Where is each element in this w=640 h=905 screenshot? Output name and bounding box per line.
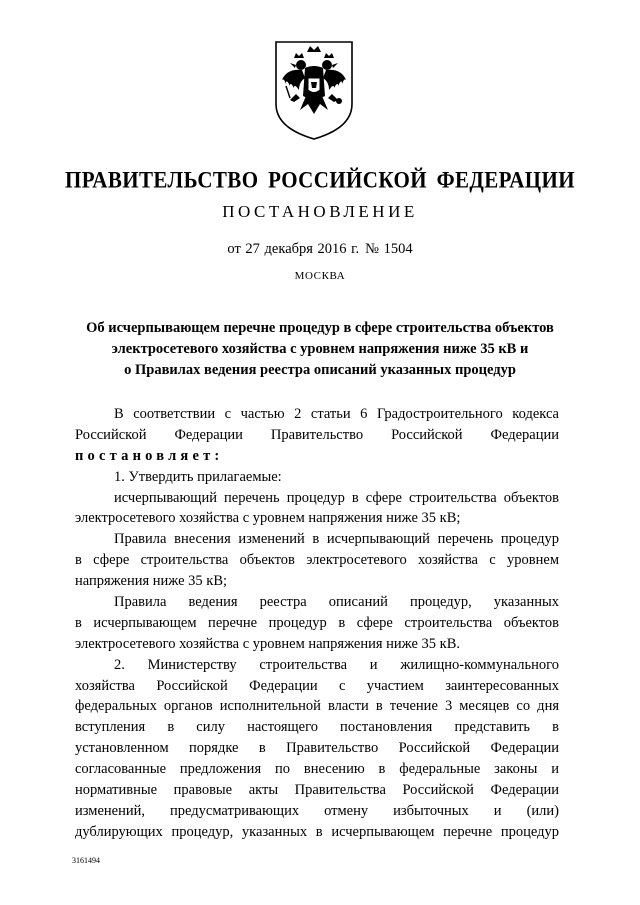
body-line: дублирующих процедур, указанных в исчерпывающем перечне процедур	[75, 823, 559, 840]
body-line-resolves: постановляет:	[75, 447, 224, 464]
date-number-line	[0, 241, 640, 258]
body-line: изменений, предусматривающих отмену избыточных и (или)	[75, 802, 559, 819]
body-line: электросетевого хозяйства с уровнем напряжения ниже 35 кВ.	[75, 635, 461, 652]
body-line: напряжения ниже 35 кВ;	[75, 573, 228, 590]
heading-line: Об исчерпывающем перечне процедур в сфере строительства объектов	[86, 320, 554, 336]
document-date: от 27 декабря 2016 г.	[227, 241, 360, 257]
body-line: хозяйства Российской Федерации с участием заинтересованных	[75, 677, 559, 694]
document-type: ПОСТАНОВЛЕНИЕ	[222, 202, 418, 221]
body-line: в исчерпывающем перечне процедур в сфере строительства объектов	[75, 614, 559, 631]
body-line: федеральных органов исполнительной власти в течение 3 месяцев со дня	[75, 698, 559, 715]
body-line: 2. Министерству строительства и жилищно-коммунального	[114, 656, 559, 673]
body-line: установленном порядке в Правительство Российской Федерации	[75, 740, 559, 757]
body-line: 1. Утвердить прилагаемые:	[114, 468, 282, 485]
heading-line: о Правилах ведения реестра описаний указанных процедур	[124, 362, 516, 378]
body-line: Правила ведения реестра описаний процедур, указанных	[114, 594, 559, 611]
body-line: нормативные правовые акты Правительства Российской Федерации	[75, 782, 559, 799]
document-heading	[60, 318, 580, 381]
issue-city: МОСКВА	[294, 270, 346, 282]
document-code: 3161494	[72, 856, 100, 865]
body-line: Российской Федерации Правительство Российской Федерации	[75, 426, 559, 443]
body-line: Правила внесения изменений в исчерпывающий перечень процедур	[114, 531, 559, 548]
government-title: ПРАВИТЕЛЬСТВО РОССИЙСКОЙ ФЕДЕРАЦИИ	[65, 167, 575, 193]
document-number: № 1504	[365, 241, 413, 257]
body-line: вступления в силу настоящего постановления представить в	[75, 719, 559, 736]
body-line: исчерпывающий перечень процедур в сфере строительства объектов	[114, 489, 559, 506]
coat-of-arms-icon	[272, 38, 356, 142]
heading-line: электросетевого хозяйства с уровнем напряжения ниже 35 кВ и	[111, 341, 529, 357]
body-line: в сфере строительства объектов электросетевого хозяйства с уровнем	[75, 552, 559, 569]
body-line: электросетевого хозяйства с уровнем напряжения ниже 35 кВ;	[75, 510, 461, 527]
body-line: В соответствии с частью 2 статьи 6 Градостроительного кодекса	[114, 406, 559, 422]
body-line: согласованные предложения по внесению в федеральные законы и	[75, 761, 559, 778]
document-body	[75, 404, 559, 843]
